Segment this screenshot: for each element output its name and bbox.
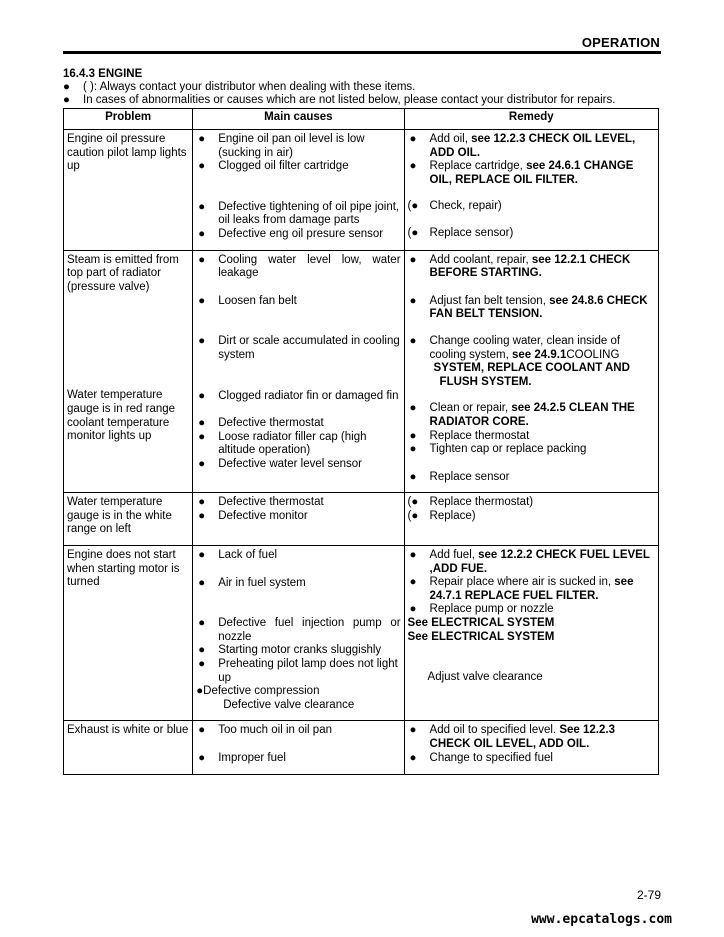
table-row (64, 250, 659, 493)
table-row (64, 130, 659, 251)
remedy-cell: ● Add oil to specified level. See 12.2.3 CHECK OIL LEVEL, ADD OIL. ● Change to specified fuel (404, 721, 658, 774)
page-header-title: OPERATION (581, 35, 660, 50)
problem-cell: Engine oil pressure caution pilot lamp lights up (64, 130, 193, 251)
problem-cell: Exhaust is white or blue (64, 721, 193, 774)
remedy-cell: (● Replace thermostat) (● Replace) (404, 493, 658, 546)
footer-watermark-url: www.epcatalogs.com (531, 912, 672, 927)
causes-cell: ● Defective thermostat ● Defective monitor (193, 493, 404, 546)
table-header-row (64, 109, 659, 130)
table-row (64, 493, 659, 546)
note-2: ● In cases of abnormalities or causes which are not listed below, please contact your distributor for repairs. (63, 94, 616, 106)
note-1: ● ( ): Always contact your distributor when dealing with these items. (63, 81, 416, 93)
section-title: 16.4.3 ENGINE (63, 68, 143, 80)
remedy-cell: ● Add oil, see 12.2.3 CHECK OIL LEVEL, ADD OIL. ● Replace cartridge, see 24.6.1 CHANGE OIL, REPLACE OIL FILTER. (● Check, repair) (● Replace sensor) (404, 130, 658, 251)
header-problem: Problem (64, 109, 193, 130)
remedy-cell: ● Add fuel, see 12.2.2 CHECK FUEL LEVEL ,ADD FUE. ● Repair place where air is sucked in, see 24.7.1 REPLACE FUEL FILTER. ● Replace pump or nozzle See ELECTRICAL SYSTEM See ELECTRICAL SYSTEM Adjust valve clearance (404, 546, 658, 721)
table-row (64, 721, 659, 774)
header-main-causes: Main causes (193, 109, 404, 130)
causes-cell: ● Engine oil pan oil level is low (sucking in air) ● Clogged oil filter cartridge ● Defective tightening of oil pipe joint, oil leaks from damage parts ● Defective eng oil presure sensor (193, 130, 404, 251)
problem-cell: Engine does not start when starting motor is turned (64, 546, 193, 721)
remedy-cell: ● Add coolant, repair, see 12.2.1 CHECK BEFORE STARTING. ● Adjust fan belt tension, see 24.8.6 CHECK FAN BELT TENSION. ● Change cooling water, clean inside of cooling system, see 24.9.1COOLING SYSTEM, REPLACE COOLANT AND FLUSH SYSTEM. ● Clean or repair, see 24.2.5 CLEAN THE RADIATOR CORE. ● Replace thermostat ● Tighten cap or replace packing ● Replace sensor (404, 250, 658, 493)
problem-cell: Water temperature gauge is in the white range on left (64, 493, 193, 546)
table-row (64, 546, 659, 721)
causes-cell: ● Too much oil in oil pan ● Improper fuel (193, 721, 404, 774)
bullet-icon: ● (63, 94, 70, 106)
causes-cell: ● Cooling water level low, water leakage ● Loosen fan belt ● Dirt or scale accumulated in cooling system ● Clogged radiator fin or damaged fin ● Defective thermostat ● Loose radiator filler cap (high altitude operation) ● Defective water level sensor (193, 250, 404, 493)
page-number: 2-79 (636, 888, 661, 902)
problem-cell: Steam is emitted from top part of radiator (pressure valve) Water temperature gauge is in red range coolant temperature monitor lights up (64, 250, 193, 493)
bullet-icon: ● (63, 81, 70, 93)
causes-cell: ● Lack of fuel ● Air in fuel system ● Defective fuel injection pump or nozzle ● Starting motor cranks sluggishly ● Preheating pilot lamp does not light up ●Defective compression Defective valve clearance (193, 546, 404, 721)
header-rule (63, 51, 661, 54)
header-remedy: Remedy (404, 109, 658, 130)
troubleshooting-table (63, 108, 659, 775)
